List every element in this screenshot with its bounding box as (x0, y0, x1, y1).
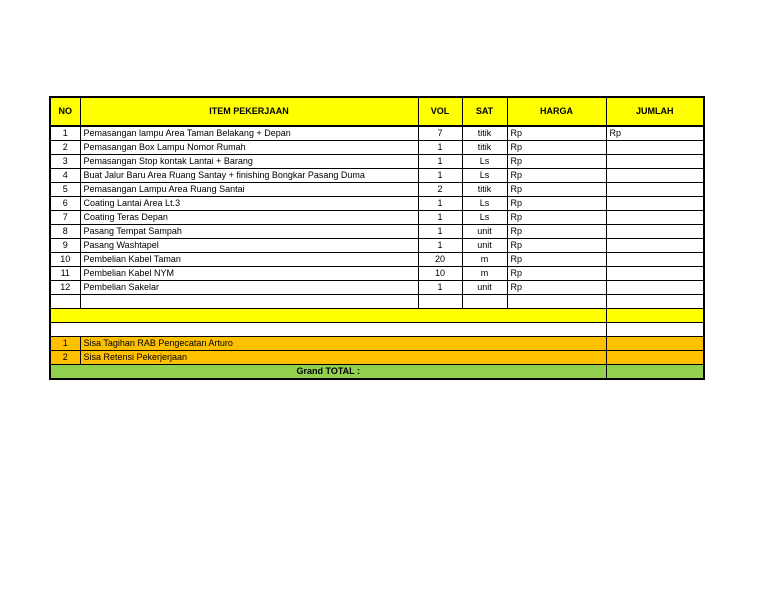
cell-item: Coating Teras Depan (80, 211, 418, 225)
extra-row (50, 337, 704, 351)
header-row (50, 97, 704, 126)
cell-harga: Rp (507, 155, 606, 169)
cell-jumlah: Rp (606, 126, 704, 141)
blank-cell (50, 323, 606, 337)
cell-vol: 1 (418, 197, 462, 211)
cell-no: 1 (50, 126, 80, 141)
cell-sat: titik (462, 183, 507, 197)
table-row (50, 169, 704, 183)
rab-table (49, 96, 705, 380)
cell-jumlah (606, 183, 704, 197)
header-harga: HARGA (507, 97, 606, 126)
separator-cell (50, 309, 606, 323)
cell-sat: Ls (462, 211, 507, 225)
cell-harga: Rp (507, 126, 606, 141)
cell-jumlah (606, 225, 704, 239)
cell-harga: Rp (507, 253, 606, 267)
cell-vol: 7 (418, 126, 462, 141)
cell-sat: m (462, 267, 507, 281)
table-row (50, 183, 704, 197)
extra-jumlah (606, 351, 704, 365)
cell-harga: Rp (507, 281, 606, 295)
cell-sat: Ls (462, 169, 507, 183)
cell-vol: 1 (418, 155, 462, 169)
table-body (50, 126, 704, 379)
cell-jumlah (606, 169, 704, 183)
cell-no: 5 (50, 183, 80, 197)
cell-sat (462, 295, 507, 309)
cell-jumlah (606, 197, 704, 211)
cell-jumlah (606, 211, 704, 225)
cell-no (50, 295, 80, 309)
cell-jumlah (606, 155, 704, 169)
cell-sat: Ls (462, 197, 507, 211)
cell-vol: 1 (418, 239, 462, 253)
cell-item: Pemasangan Box Lampu Nomor Rumah (80, 141, 418, 155)
cell-sat: unit (462, 225, 507, 239)
cell-item (80, 295, 418, 309)
cell-harga: Rp (507, 141, 606, 155)
header-sat: SAT (462, 97, 507, 126)
header-vol: VOL (418, 97, 462, 126)
header-jumlah: JUMLAH (606, 97, 704, 126)
cell-jumlah (606, 253, 704, 267)
cell-vol: 2 (418, 183, 462, 197)
cell-jumlah (606, 239, 704, 253)
cell-vol (418, 295, 462, 309)
grand-total-value (606, 365, 704, 380)
extra-row (50, 351, 704, 365)
grand-total-row (50, 365, 704, 380)
cell-item: Buat Jalur Baru Area Ruang Santay + finishing Bongkar Pasang Duma (80, 169, 418, 183)
cell-sat: unit (462, 281, 507, 295)
table-row (50, 239, 704, 253)
cell-no: 9 (50, 239, 80, 253)
cell-item: Pemasangan Stop kontak Lantai + Barang (80, 155, 418, 169)
cell-harga: Rp (507, 183, 606, 197)
cell-no: 10 (50, 253, 80, 267)
cell-vol: 1 (418, 169, 462, 183)
cell-item: Pemasangan Lampu Area Ruang Santai (80, 183, 418, 197)
cell-jumlah (606, 141, 704, 155)
extra-item: Sisa Tagihan RAB Pengecatan Arturo (80, 337, 606, 351)
cell-item: Pemasangan lampu Area Taman Belakang + Depan (80, 126, 418, 141)
separator-jumlah (606, 309, 704, 323)
cell-item: Coating Lantai Area Lt.3 (80, 197, 418, 211)
table-row (50, 141, 704, 155)
table-row (50, 225, 704, 239)
cell-harga: Rp (507, 267, 606, 281)
cell-item: Pasang Washtapel (80, 239, 418, 253)
table-row (50, 126, 704, 141)
table-row (50, 253, 704, 267)
header-item: ITEM PEKERJAAN (80, 97, 418, 126)
table-row (50, 267, 704, 281)
cell-sat: titik (462, 126, 507, 141)
cell-sat: titik (462, 141, 507, 155)
cell-harga: Rp (507, 197, 606, 211)
empty-row (50, 295, 704, 309)
cell-vol: 1 (418, 281, 462, 295)
cell-no: 11 (50, 267, 80, 281)
cell-item: Pembelian Kabel Taman (80, 253, 418, 267)
table-row (50, 281, 704, 295)
table-row (50, 211, 704, 225)
cell-jumlah (606, 267, 704, 281)
cell-no: 2 (50, 141, 80, 155)
cell-jumlah (606, 281, 704, 295)
cell-harga (507, 295, 606, 309)
extra-item: Sisa Retensi Pekerjerjaan (80, 351, 606, 365)
cell-no: 7 (50, 211, 80, 225)
extra-no: 2 (50, 351, 80, 365)
extra-jumlah (606, 337, 704, 351)
cell-harga: Rp (507, 211, 606, 225)
header-no: NO (50, 97, 80, 126)
cell-no: 3 (50, 155, 80, 169)
cell-no: 12 (50, 281, 80, 295)
cell-item: Pembelian Kabel NYM (80, 267, 418, 281)
blank-jumlah (606, 323, 704, 337)
cell-item: Pembelian Sakelar (80, 281, 418, 295)
cell-vol: 1 (418, 225, 462, 239)
cell-no: 8 (50, 225, 80, 239)
blank-row (50, 323, 704, 337)
cell-vol: 1 (418, 211, 462, 225)
extra-no: 1 (50, 337, 80, 351)
cell-vol: 1 (418, 141, 462, 155)
cell-harga: Rp (507, 239, 606, 253)
cell-vol: 10 (418, 267, 462, 281)
grand-total-label: Grand TOTAL : (50, 365, 606, 380)
table-row (50, 155, 704, 169)
separator-row (50, 309, 704, 323)
cell-item: Pasang Tempat Sampah (80, 225, 418, 239)
cell-no: 6 (50, 197, 80, 211)
cell-harga: Rp (507, 169, 606, 183)
cell-no: 4 (50, 169, 80, 183)
cell-jumlah (606, 295, 704, 309)
cell-sat: unit (462, 239, 507, 253)
table-row (50, 197, 704, 211)
cell-sat: m (462, 253, 507, 267)
cell-vol: 20 (418, 253, 462, 267)
cell-harga: Rp (507, 225, 606, 239)
cell-sat: Ls (462, 155, 507, 169)
